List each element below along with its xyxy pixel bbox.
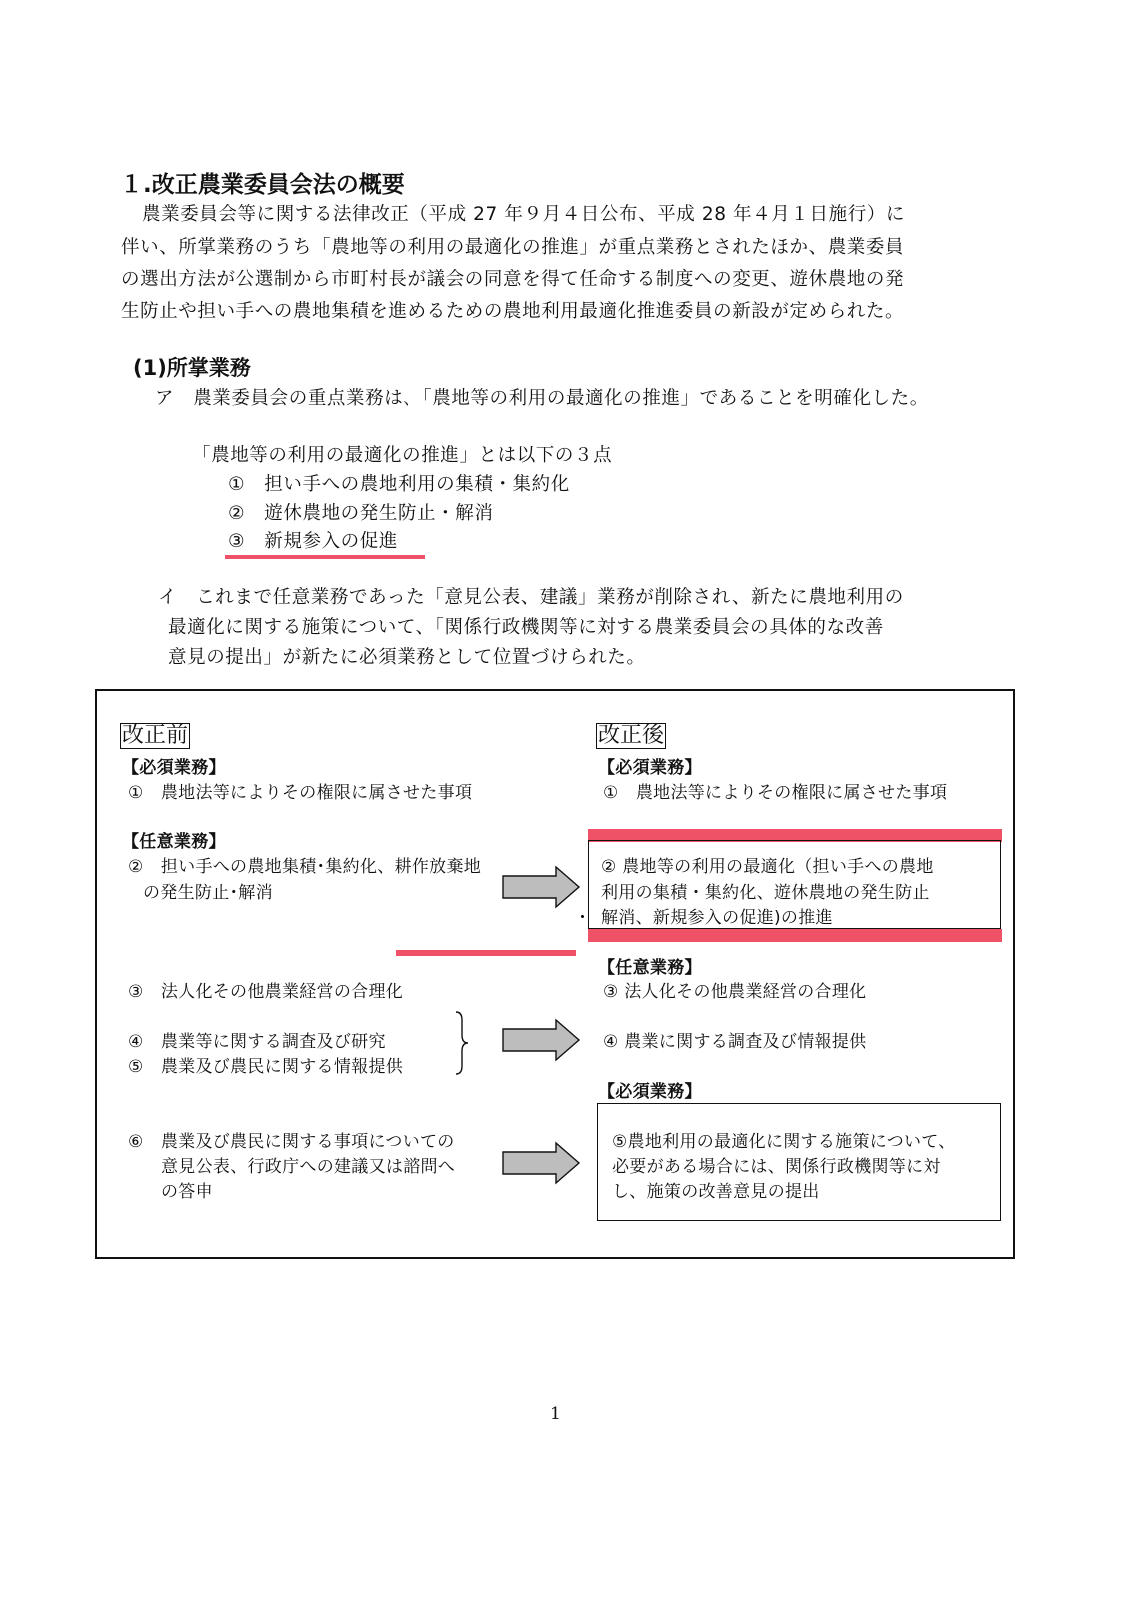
section-title: １.改正農業委員会法の概要 (120, 172, 405, 198)
before-required-header: 【必須業務】 (122, 758, 226, 778)
after-item-2-line-3: 解消、新規参入の促進)の推進 (601, 908, 833, 928)
after-item-5-line-3: し、施策の改善意見の提出 (612, 1182, 820, 1202)
separator-dot: ・ (574, 908, 592, 928)
arrow-right-icon-3 (502, 1142, 580, 1184)
before-item-4: ④ 農業等に関する調査及び研究 (128, 1032, 386, 1052)
before-item-6-line-1: ⑥ 農業及び農民に関する事項についての (128, 1132, 455, 1152)
intro-line-1: 農業委員会等に関する法律改正（平成 27 年９月４日公布、平成 28 年４月１日施行）に (142, 204, 906, 225)
item-i-line-3: 意見の提出」が新たに必須業務として位置づけられた。 (168, 647, 646, 668)
three-points-intro: 「農地等の利用の最適化の推進」とは以下の３点 (192, 445, 613, 466)
after-item-3: ③ 法人化その他農業経営の合理化 (603, 982, 867, 1002)
after-item-2-bottom-highlight (588, 929, 1002, 942)
before-item-6-line-3: の答申 (161, 1182, 213, 1202)
item-i-line-1: イ これまで任意業務であった「意見公表、建議」業務が削除され、新たに農地利用の (158, 587, 904, 608)
point-2: ② 遊休農地の発生防止・解消 (228, 503, 494, 524)
before-item-6-line-2: 意見公表、行政庁への建議又は諮問へ (161, 1157, 456, 1177)
before-label: 改正前 (122, 723, 189, 748)
before-item-1: ① 農地法等によりその権限に属させた事項 (128, 783, 473, 803)
arrow-right-icon-1 (502, 866, 580, 908)
after-item-4: ④ 農業に関する調査及び情報提供 (603, 1032, 867, 1052)
point-1: ① 担い手への農地利用の集積・集約化 (228, 474, 570, 495)
item-a: ア 農業委員会の重点業務は､「農地等の利用の最適化の推進」であることを明確化した。 (155, 388, 929, 409)
after-item-1: ① 農地法等によりその権限に属させた事項 (603, 783, 948, 803)
before-item-5: ⑤ 農業及び農民に関する情報提供 (128, 1057, 404, 1077)
after-item-2-line-1: ② 農地等の利用の最適化（担い手への農地 (601, 857, 934, 877)
point-3: ③ 新規参入の促進 (228, 531, 398, 552)
before-item-2-line-1: ② 担い手への農地集積･集約化、耕作放棄地 (128, 857, 482, 877)
page-number: 1 (550, 1404, 561, 1424)
after-item-5-line-1: ⑤農地利用の最適化に関する施策について、 (612, 1132, 956, 1152)
subsection-title: (1)所掌業務 (133, 356, 251, 380)
after-label: 改正後 (598, 723, 665, 748)
before-optional-header: 【任意業務】 (122, 832, 226, 852)
after-optional-header: 【任意業務】 (598, 958, 702, 978)
after-required-header-2: 【必須業務】 (598, 1082, 702, 1102)
intro-line-2: 伴い、所掌業務のうち「農地等の利用の最適化の推進」が重点業務とされたほか、農業委員 (121, 237, 905, 258)
intro-line-3: の選出方法が公選制から市町村長が議会の同意を得て任命する制度への変更、遊休農地の発 (121, 269, 905, 290)
after-item-2-line-2: 利用の集積・集約化、遊休農地の発生防止 (601, 883, 930, 903)
after-required-header: 【必須業務】 (598, 758, 702, 778)
item-i-line-2: 最適化に関する施策について、「関係行政機関等に対する農業委員会の具体的な改善 (168, 617, 884, 638)
before-item-3: ③ 法人化その他農業経営の合理化 (128, 982, 404, 1002)
right-brace-icon (452, 1010, 472, 1076)
intro-line-4: 生防止や担い手への農地集積を進めるための農地利用最適化推進委員の新設が定められた。 (121, 301, 905, 322)
arrow-right-icon-2 (502, 1019, 580, 1061)
before-item-2-line-2: の発生防止･解消 (143, 883, 273, 903)
transfer-note-underline (396, 950, 576, 956)
point-3-underline (225, 555, 425, 559)
after-item-5-line-2: 必要がある場合には、関係行政機関等に対 (612, 1157, 941, 1177)
